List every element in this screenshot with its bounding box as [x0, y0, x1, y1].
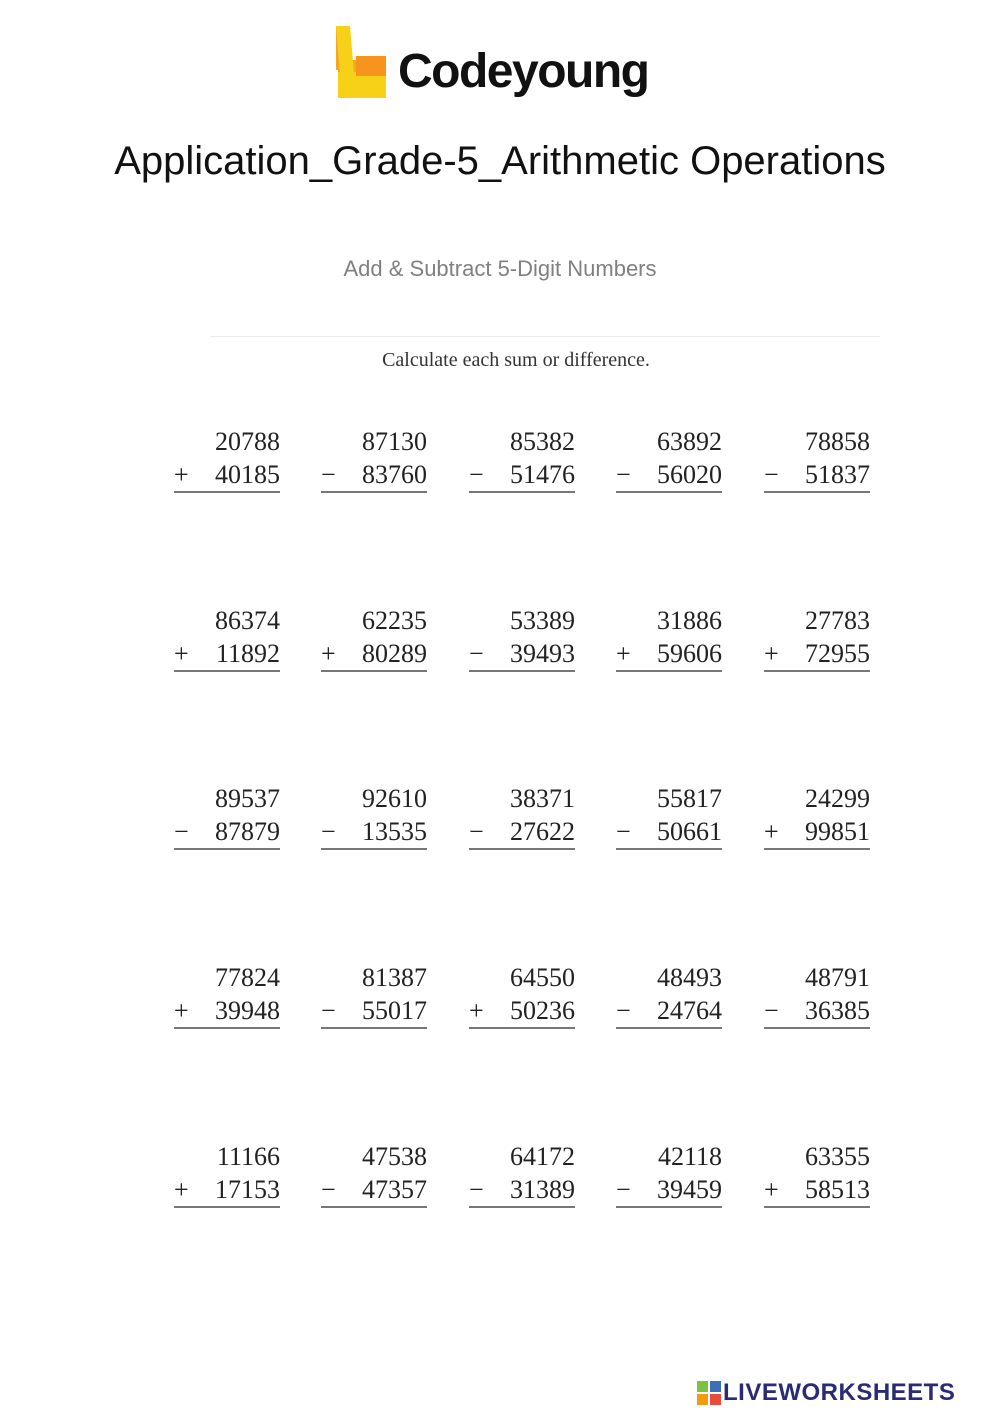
problem-bottom-line	[469, 815, 575, 850]
problem-bottom-number: 51837	[805, 460, 870, 489]
problem-top-number: 86374	[215, 606, 280, 635]
operator-sign: +	[174, 639, 189, 668]
problem-top-number: 38371	[510, 784, 575, 813]
codeyoung-wordmark: Codeyoung	[398, 45, 649, 98]
codeyoung-logo-icon	[332, 26, 386, 98]
operator-sign: −	[321, 460, 336, 489]
operator-sign: −	[321, 1175, 336, 1204]
problem-bottom-number: 80289	[362, 639, 427, 668]
problem-bottom-line	[764, 815, 870, 850]
problem-bottom-number: 51476	[510, 460, 575, 489]
problem-bottom-line	[616, 458, 722, 493]
arithmetic-problem	[764, 1140, 870, 1208]
problem-top-number: 63355	[805, 1142, 870, 1171]
divider	[210, 336, 880, 337]
problem-top-number: 20788	[215, 427, 280, 456]
problem-bottom-line	[616, 994, 722, 1029]
problem-bottom-number: 59606	[657, 639, 722, 668]
problem-bottom-number: 99851	[805, 817, 870, 846]
problem-top-number: 42118	[657, 1142, 722, 1171]
problem-bottom-line	[469, 458, 575, 493]
arithmetic-problem	[764, 604, 870, 672]
operator-sign: −	[469, 460, 484, 489]
operator-sign: −	[764, 996, 779, 1025]
problem-bottom-number: 27622	[510, 817, 575, 846]
problem-bottom-number: 58513	[805, 1175, 870, 1204]
operator-sign: −	[616, 996, 631, 1025]
operator-sign: −	[469, 1175, 484, 1204]
problem-bottom-number: 39493	[510, 639, 575, 668]
problem-top-number: 62235	[362, 606, 427, 635]
operator-sign: +	[174, 460, 189, 489]
problem-top-number: 48791	[805, 963, 870, 992]
arithmetic-problem	[469, 604, 575, 672]
problem-bottom-number: 50661	[657, 817, 722, 846]
problem-bottom-line	[174, 458, 280, 493]
problem-bottom-number: 13535	[362, 817, 427, 846]
problem-bottom-line	[174, 815, 280, 850]
operator-sign: +	[764, 817, 779, 846]
operator-sign: +	[321, 639, 336, 668]
operator-sign: −	[469, 817, 484, 846]
arithmetic-problem	[469, 782, 575, 850]
operator-sign: −	[616, 817, 631, 846]
problem-bottom-number: 17153	[215, 1175, 280, 1204]
arithmetic-problem	[174, 425, 280, 493]
problem-bottom-line	[174, 994, 280, 1029]
operator-sign: −	[616, 1175, 631, 1204]
arithmetic-problem	[321, 425, 427, 493]
problem-bottom-line	[174, 1173, 280, 1208]
problem-bottom-number: 72955	[805, 639, 870, 668]
operator-sign: −	[764, 460, 779, 489]
problem-bottom-line	[469, 994, 575, 1029]
problem-bottom-number: 47357	[362, 1175, 427, 1204]
problem-top-number: 55817	[657, 784, 722, 813]
problem-bottom-line	[321, 994, 427, 1029]
arithmetic-problem	[469, 425, 575, 493]
arithmetic-problem	[616, 782, 722, 850]
problem-top-number: 89537	[215, 784, 280, 813]
arithmetic-problem	[616, 961, 722, 1029]
problem-top-number: 11166	[216, 1142, 280, 1171]
problem-bottom-number: 31389	[510, 1175, 575, 1204]
problem-bottom-line	[469, 1173, 575, 1208]
problem-bottom-number: 39948	[215, 996, 280, 1025]
problem-bottom-line	[616, 815, 722, 850]
operator-sign: +	[764, 639, 779, 668]
problem-bottom-line	[616, 1173, 722, 1208]
arithmetic-problem	[174, 782, 280, 850]
problem-top-number: 63892	[657, 427, 722, 456]
problem-bottom-line	[764, 1173, 870, 1208]
problem-top-number: 47538	[362, 1142, 427, 1171]
arithmetic-problem	[174, 961, 280, 1029]
problem-top-number: 64550	[510, 963, 575, 992]
problem-top-number: 64172	[510, 1142, 575, 1171]
arithmetic-problem	[174, 604, 280, 672]
arithmetic-problem	[764, 961, 870, 1029]
arithmetic-problem	[469, 1140, 575, 1208]
operator-sign: −	[321, 996, 336, 1025]
arithmetic-problem	[321, 782, 427, 850]
operator-sign: −	[469, 639, 484, 668]
arithmetic-problem	[616, 604, 722, 672]
problem-bottom-line	[321, 637, 427, 672]
arithmetic-problem	[764, 425, 870, 493]
problem-top-number: 27783	[805, 606, 870, 635]
problem-bottom-number: 39459	[657, 1175, 722, 1204]
problem-bottom-number: 24764	[657, 996, 722, 1025]
operator-sign: +	[616, 639, 631, 668]
problem-bottom-number: 83760	[362, 460, 427, 489]
operator-sign: +	[174, 996, 189, 1025]
problem-bottom-line	[616, 637, 722, 672]
problem-top-number: 81387	[362, 963, 427, 992]
arithmetic-problem	[321, 961, 427, 1029]
page-subtitle: Add & Subtract 5-Digit Numbers	[343, 256, 657, 281]
codeyoung-logo	[332, 26, 677, 106]
problem-bottom-line	[469, 637, 575, 672]
operator-sign: −	[321, 817, 336, 846]
problem-top-number: 87130	[362, 427, 427, 456]
problem-bottom-line	[321, 1173, 427, 1208]
problem-bottom-number: 40185	[215, 460, 280, 489]
problem-bottom-line	[764, 994, 870, 1029]
arithmetic-problem	[764, 782, 870, 850]
problem-bottom-number: 55017	[362, 996, 427, 1025]
problem-bottom-line	[764, 637, 870, 672]
problem-top-number: 24299	[805, 784, 870, 813]
problem-top-number: 48493	[657, 963, 722, 992]
problem-top-number: 85382	[510, 427, 575, 456]
problem-bottom-number: 87879	[215, 817, 280, 846]
operator-sign: −	[616, 460, 631, 489]
operator-sign: −	[174, 817, 189, 846]
problem-bottom-number: 36385	[805, 996, 870, 1025]
liveworksheets-logo-icon	[697, 1381, 721, 1405]
problem-top-number: 92610	[362, 784, 427, 813]
liveworksheets-wordmark: LIVEWORKSHEETS	[723, 1379, 956, 1406]
problem-top-number: 78858	[805, 427, 870, 456]
arithmetic-problem	[321, 1140, 427, 1208]
operator-sign: +	[764, 1175, 779, 1204]
arithmetic-problem	[616, 425, 722, 493]
problem-top-number: 53389	[510, 606, 575, 635]
arithmetic-problem	[616, 1140, 722, 1208]
instruction-text: Calculate each sum or difference.	[382, 349, 650, 371]
problem-bottom-number: 50236	[510, 996, 575, 1025]
liveworksheets-logo	[697, 1378, 997, 1408]
operator-sign: +	[174, 1175, 189, 1204]
page-title: Application_Grade-5_Arithmetic Operations	[114, 139, 886, 183]
arithmetic-problem	[469, 961, 575, 1029]
arithmetic-problem	[174, 1140, 280, 1208]
arithmetic-problem	[321, 604, 427, 672]
problem-bottom-number: 11892	[215, 639, 280, 668]
problem-bottom-line	[174, 637, 280, 672]
problem-top-number: 77824	[215, 963, 280, 992]
problem-bottom-line	[764, 458, 870, 493]
problem-bottom-line	[321, 815, 427, 850]
problem-top-number: 31886	[657, 606, 722, 635]
operator-sign: +	[469, 996, 484, 1025]
problem-bottom-line	[321, 458, 427, 493]
problem-bottom-number: 56020	[657, 460, 722, 489]
